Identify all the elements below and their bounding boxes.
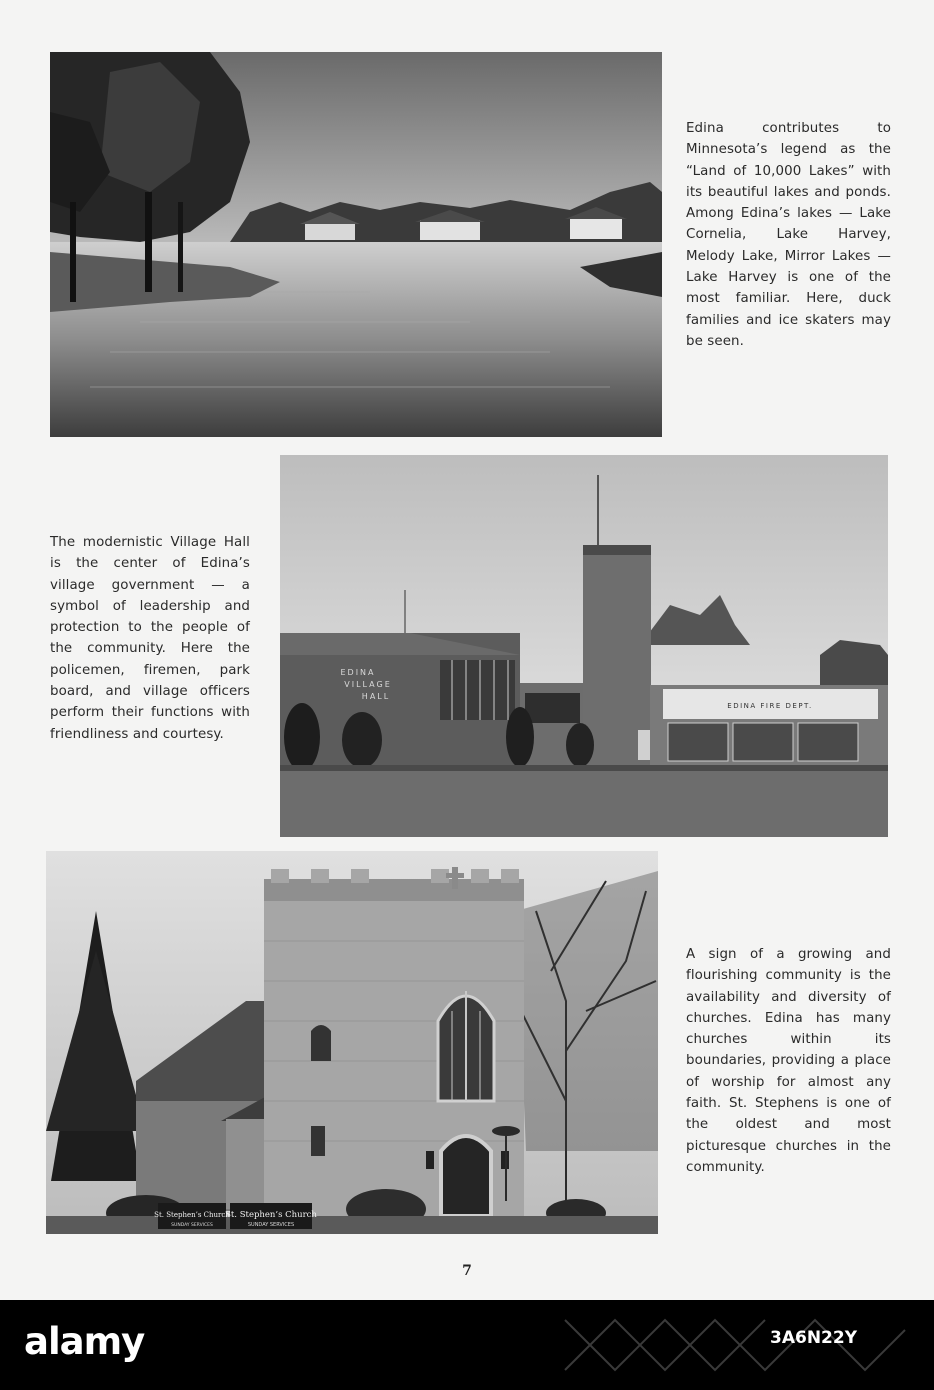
village-hall-caption: The modernistic Village Hall is the center of Edina’s village government — a symbol of leadership and protection to the people of the community. Here the policemen, firemen, park board, and village officers perform their functions with friendliness and courtesy. (50, 535, 250, 742)
alamy-logo: alamy (24, 1320, 145, 1363)
church-sign-2-subtext: SUNDAY SERVICES (247, 1222, 295, 1228)
fire-dept-sign-text: EDINA FIRE DEPT. (727, 702, 813, 710)
watermark-pattern-icon (555, 1310, 915, 1380)
lake-caption: Edina contributes to Minnesota’s legend as the “Land of 10,000 Lakes” with its beautiful lakes and ponds. Among Edina’s lakes — Lake Cornelia, Lake Harvey, Melody Lake, Mirror Lakes — Lake Harvey is one of the most familiar. Here, duck families and ice skaters may be seen. (686, 121, 891, 349)
hall-sign-text-3: HALL (361, 692, 391, 701)
page-number: 7 (462, 1263, 472, 1279)
church-caption: A sign of a growing and flourishing community is the availability and diversity of churches. Edina has many churches within its boundaries, providing a place of worship for almost any faith. St. Stephens is one of the oldest and most picturesque churches in the community. (686, 947, 891, 1175)
watermark-banner (0, 1300, 934, 1390)
church-sign-2-text: St. Stephen’s Church (225, 1210, 317, 1220)
hall-sign-text-2: VILLAGE (344, 680, 392, 689)
image-id: 3A6N22Y (770, 1328, 858, 1348)
hall-sign-text-1: EDINA (340, 668, 376, 677)
church-photo (46, 851, 658, 1234)
church-sign-1-text: St. Stephen’s Church (154, 1211, 230, 1219)
church-sign-1-subtext: SUNDAY SERVICES (171, 1223, 213, 1228)
village-hall-photo (280, 455, 888, 837)
lake-photo (50, 52, 662, 437)
